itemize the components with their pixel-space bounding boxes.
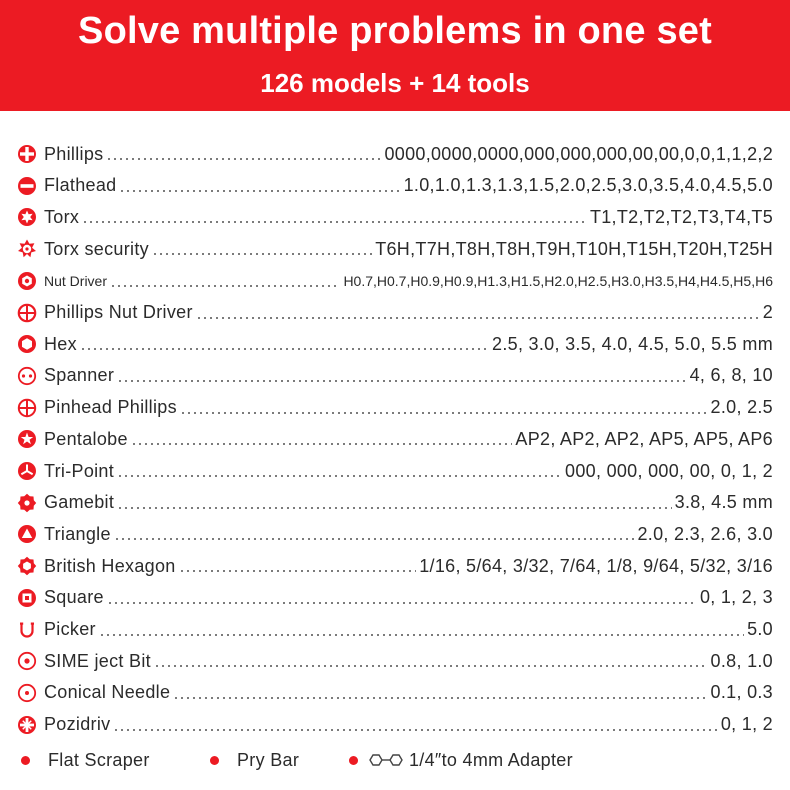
list-item-square (17, 583, 773, 613)
sim-eject-icon (17, 651, 37, 671)
hex-icon (17, 334, 37, 354)
item-label: Phillips (44, 143, 104, 164)
dot-leader (154, 665, 708, 667)
item-value: 1.0,1.0,1.3,1.3,1.5,2.0,2.5,3.0,3.5,4.0,4.5,5.0 (403, 175, 773, 196)
item-value: 0000,0000,0000,000,000,000,00,00,0,0,1,1,2,2 (384, 143, 773, 164)
dot-leader (99, 634, 744, 636)
bullet-icon (21, 756, 30, 765)
list-item-british-hexagon (17, 551, 773, 581)
extra-label: 1/4″to 4mm Adapter (409, 749, 573, 770)
item-value: 0, 1, 2 (720, 714, 773, 735)
dot-leader (173, 697, 707, 699)
nut-driver-icon (17, 271, 37, 291)
extra-tools (17, 745, 773, 775)
item-value: 000, 000, 000, 00, 0, 1, 2 (565, 460, 773, 481)
page-title: Solve multiple problems in one set (78, 10, 712, 52)
dot-leader (131, 443, 513, 445)
list-item-hex (17, 329, 773, 359)
list-item-conical-needle (17, 678, 773, 708)
item-value: 2.5, 3.0, 3.5, 4.0, 4.5, 5.0, 5.5 mm (492, 333, 773, 354)
picker-icon (17, 620, 37, 640)
extra-item-pry-bar (210, 745, 299, 775)
item-label: Torx security (44, 238, 149, 259)
item-label: Pentalobe (44, 428, 128, 449)
extra-item-flat-scraper (21, 745, 150, 775)
dot-leader (117, 507, 672, 509)
list-item-phillips-nut-driver (17, 298, 773, 328)
pinhead-phillips-icon (17, 398, 37, 418)
item-value: 1/16, 5/64, 3/32, 7/64, 1/8, 9/64, 5/32, 3/16 (419, 555, 773, 576)
dot-leader (117, 475, 562, 477)
item-label: Nut Driver (44, 272, 108, 289)
item-label: Picker (44, 619, 96, 639)
list-item-pentalobe (17, 424, 773, 454)
item-value: 0.1, 0.3 (710, 682, 773, 703)
tri-point-icon (17, 461, 37, 481)
item-label: Phillips Nut Driver (44, 302, 193, 322)
item-label: Flathead (44, 175, 117, 196)
item-value: H0.7,H0.7,H0.9,H0.9,H1.3,H1.5,H2.0,H2.5,H3.0,H3.5,H4,H4.5,H5,H6 (343, 272, 773, 289)
triangle-icon (17, 524, 37, 544)
phillips-icon (17, 144, 37, 164)
item-label: Pozidriv (44, 714, 111, 735)
item-label: Conical Needle (44, 682, 171, 703)
gamebit-icon (17, 493, 37, 513)
dot-leader (180, 412, 708, 414)
item-label: Hex (44, 333, 77, 354)
item-value: 4, 6, 8, 10 (689, 365, 773, 386)
item-label: Triangle (44, 523, 111, 544)
list-item-tri-point (17, 456, 773, 486)
list-item-gamebit (17, 488, 773, 518)
bullet-icon (349, 756, 358, 765)
dot-leader (114, 538, 635, 540)
item-value: 2 (762, 302, 773, 322)
item-value: T6H,T7H,T8H,T8H,T9H,T10H,T15H,T20H,T25H (375, 238, 773, 259)
item-value: 5.0 (747, 619, 773, 639)
adapter-icon (368, 752, 406, 768)
list-item-pinhead-phillips (17, 393, 773, 423)
list-item-flathead (17, 171, 773, 201)
flathead-icon (17, 176, 37, 196)
extra-item-adapter (349, 745, 573, 775)
list-item-torx (17, 202, 773, 232)
list-item-picker (17, 615, 773, 645)
list-item-phillips (17, 139, 773, 169)
dot-leader (107, 602, 697, 604)
item-value: 3.8, 4.5 mm (674, 492, 773, 513)
extra-label: Pry Bar (237, 749, 300, 770)
list-item-nut-driver (17, 266, 773, 296)
page-subtitle: 126 models + 14 tools (260, 68, 530, 98)
item-value: 0, 1, 2, 3 (699, 587, 773, 608)
dot-leader (113, 729, 717, 731)
list-item-spanner (17, 361, 773, 391)
item-label: British Hexagon (44, 555, 176, 576)
item-label: Spanner (44, 365, 115, 386)
spanner-icon (17, 366, 37, 386)
header-banner (0, 0, 790, 111)
conical-needle-icon (17, 683, 37, 703)
british-hexagon-icon (17, 556, 37, 576)
item-value: 2.0, 2.3, 2.6, 3.0 (637, 523, 773, 544)
square-icon (17, 588, 37, 608)
list-item-sime-ject-bit (17, 646, 773, 676)
item-value: 0.8, 1.0 (710, 650, 773, 671)
dot-leader (119, 190, 400, 192)
phillips-nut-driver-icon (17, 303, 37, 323)
item-label: Pinhead Phillips (44, 397, 177, 418)
dot-leader (152, 253, 372, 255)
item-value: 2.0, 2.5 (710, 397, 773, 418)
dot-leader (80, 348, 489, 350)
list-item-torx-security (17, 234, 773, 264)
item-value: T1,T2,T2,T2,T3,T4,T5 (589, 206, 773, 227)
pentalobe-icon (17, 429, 37, 449)
dot-leader (106, 158, 381, 160)
item-label: SIME ject Bit (44, 650, 151, 671)
torx-icon (17, 207, 37, 227)
dot-leader (82, 221, 587, 223)
dot-leader (179, 570, 417, 572)
item-value: AP2, AP2, AP2, AP5, AP5, AP6 (515, 428, 773, 449)
dot-leader (110, 285, 340, 287)
list-item-triangle (17, 519, 773, 549)
item-label: Tri-Point (44, 460, 115, 481)
list-item-pozidriv (17, 710, 773, 740)
item-label: Torx (44, 206, 80, 227)
bullet-icon (210, 756, 219, 765)
extra-label: Flat Scraper (48, 749, 150, 770)
dot-leader (196, 317, 760, 319)
torx-security-icon (17, 239, 37, 259)
pozidriv-icon (17, 715, 37, 735)
dot-leader (117, 380, 686, 382)
item-label: Square (44, 587, 104, 608)
item-label: Gamebit (44, 492, 115, 513)
